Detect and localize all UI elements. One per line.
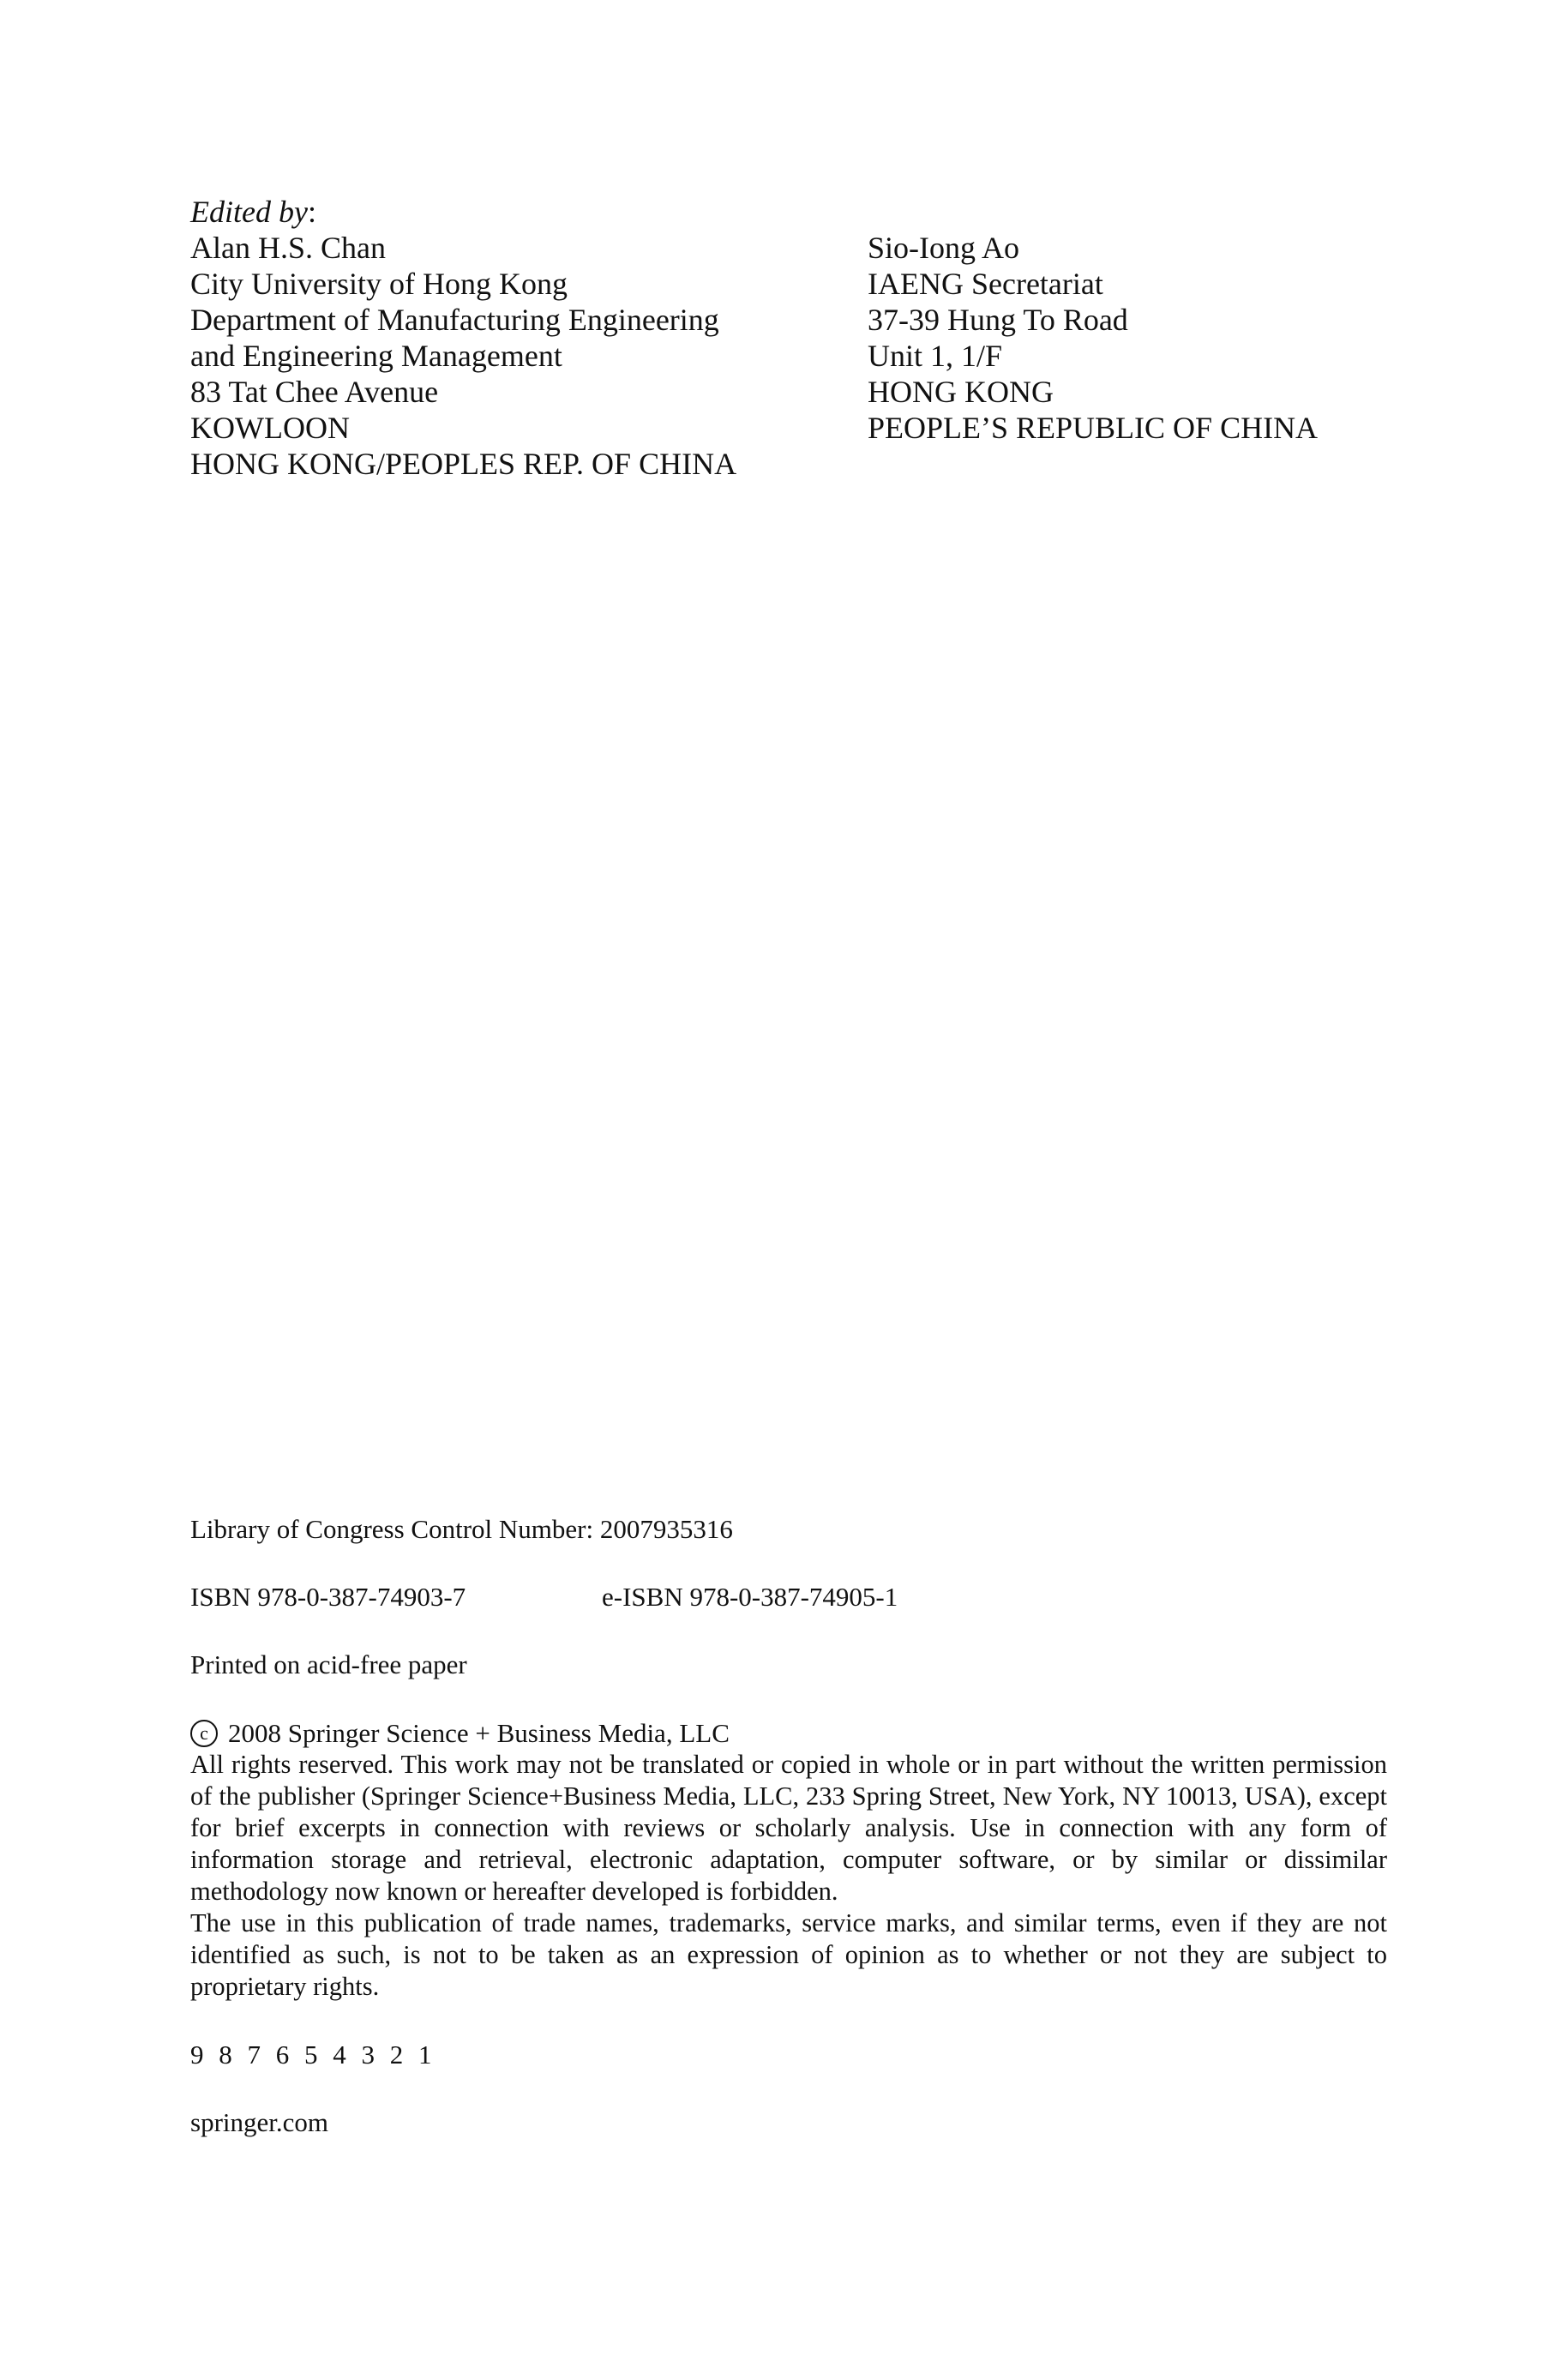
lccn-line: Library of Congress Control Number: 2007935316	[190, 1514, 733, 1544]
rights-paragraph: All rights reserved. This work may not be translated or copied in whole or in part without the written permission of the publisher (Springer Science+Business Media, LLC, 233 Spring Street, New York, NY 10013, USA), except for brief excerpts in connection with reviews or scholarly analysis. Use in connection with any form of information storage and retrieval, electronic adaptation, computer software, or by similar or dissimilar methodology now known or hereafter developed is forbidden.	[190, 1750, 1387, 1906]
editor-left-line: Alan H.S. Chan	[190, 231, 386, 265]
editor-right-line: Sio-Iong Ao	[868, 231, 1020, 265]
editor-left-line: 83 Tat Chee Avenue	[190, 375, 439, 409]
acid-free-note: Printed on acid-free paper	[190, 1649, 467, 1679]
editor-right-line: IAENG Secretariat	[868, 267, 1103, 301]
edited-by-heading	[190, 194, 1391, 230]
imprint-block	[190, 1513, 1387, 2138]
edited-by-colon: :	[307, 195, 316, 229]
e-isbn: e-ISBN 978-0-387-74905-1	[602, 1582, 898, 1612]
printing-line: 9 8 7 6 5 4 3 2 1	[190, 2040, 432, 2070]
editor-columns	[190, 230, 1391, 482]
editor-left-line: City University of Hong Kong	[190, 267, 568, 301]
editor-left-address	[190, 230, 868, 482]
copyright-symbol: c	[190, 1720, 218, 1747]
copyright-text: 2008 Springer Science + Business Media, LLC	[228, 1718, 730, 1748]
copyright-line	[190, 1717, 1387, 1749]
editor-left-line: and Engineering Management	[190, 339, 562, 373]
edited-by-label: Edited by	[190, 195, 308, 229]
editor-left-line: KOWLOON	[190, 411, 350, 445]
trade-names-paragraph: The use in this publication of trade names, trademarks, service marks, and similar terms, even if they are not identified as such, is not to be taken as an expression of opinion as to whether or not they are subject to proprietary rights.	[190, 1908, 1387, 2001]
editor-right-line: PEOPLE’S REPUBLIC OF CHINA	[868, 411, 1319, 445]
editor-left-line: HONG KONG/PEOPLES REP. OF CHINA	[190, 447, 737, 481]
isbn: ISBN 978-0-387-74903-7	[190, 1582, 466, 1612]
editor-right-line: 37-39 Hung To Road	[868, 303, 1128, 337]
publisher-website: springer.com	[190, 2107, 328, 2137]
editor-left-line: Department of Manufacturing Engineering	[190, 303, 719, 337]
editors-block	[190, 194, 1391, 482]
editor-right-line: Unit 1, 1/F	[868, 339, 1003, 373]
editor-right-address	[868, 230, 1382, 482]
editor-right-line: HONG KONG	[868, 375, 1054, 409]
isbn-row	[190, 1581, 1387, 1613]
